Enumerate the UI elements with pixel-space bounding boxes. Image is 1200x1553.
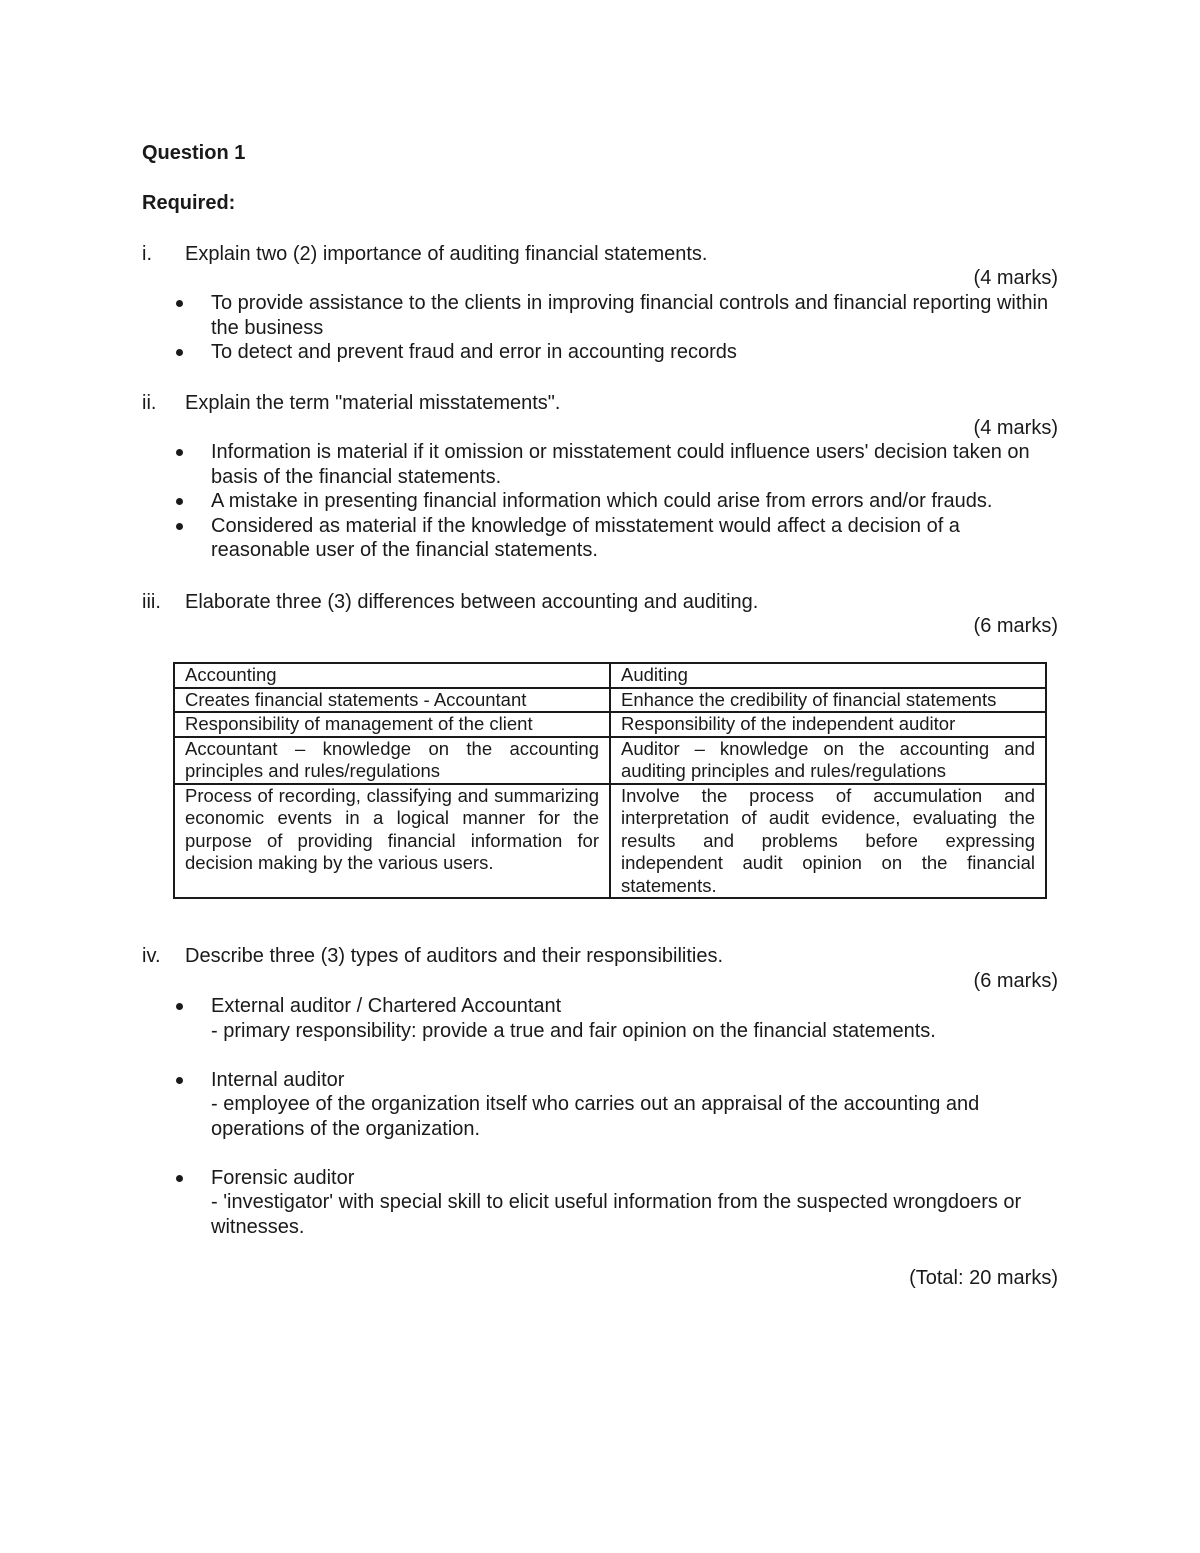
table-row xyxy=(174,688,1046,713)
marks-label: (6 marks) xyxy=(973,615,1058,637)
auditor-types-list xyxy=(174,994,1059,1264)
question-title: Question 1 xyxy=(142,142,246,164)
table-cell: Responsibility of management of the client xyxy=(174,712,610,737)
auditor-type-name: Internal auditor xyxy=(211,1068,345,1091)
list-item: To detect and prevent fraud and error in accounting records xyxy=(174,340,1059,365)
total-marks: (Total: 20 marks) xyxy=(909,1267,1058,1289)
list-item: To provide assistance to the clients in improving financial controls and financial reporting within the business xyxy=(174,291,1059,340)
marks-label: (4 marks) xyxy=(973,267,1058,289)
list-item xyxy=(174,1068,1059,1142)
table-cell: Involve the process of accumulation and interpretation of audit evidence, evaluating the results and problems before expressing independent audit opinion on the financial statements. xyxy=(610,784,1046,899)
table-row xyxy=(174,663,1046,688)
auditor-type-description: - primary responsibility: provide a true and fair opinion on the financial statements. xyxy=(211,1019,936,1042)
table-row xyxy=(174,712,1046,737)
part-prompt: Explain two (2) importance of auditing financial statements. xyxy=(185,243,708,265)
part-number: iv. xyxy=(142,945,161,967)
table-cell: Auditing xyxy=(610,663,1046,688)
table-cell: Process of recording, classifying and summarizing economic events in a logical manner for the purpose of providing financial information for decision making by the various users. xyxy=(174,784,610,899)
table-cell: Creates financial statements - Accountant xyxy=(174,688,610,713)
list-item: Information is material if it omission or misstatement could influence users' decision taken on basis of the financial statements. xyxy=(174,440,1059,489)
table-row xyxy=(174,784,1046,899)
part-number: iii. xyxy=(142,591,161,613)
list-item xyxy=(174,994,1059,1043)
differences-table xyxy=(173,662,1047,899)
auditor-type-description: - 'investigator' with special skill to elicit useful information from the suspected wrongdoers or witnesses. xyxy=(211,1191,1022,1238)
list-item xyxy=(174,1166,1059,1240)
list-item: Considered as material if the knowledge of misstatement would affect a decision of a reasonable user of the financial statements. xyxy=(174,514,1059,563)
part-number: ii. xyxy=(142,392,157,414)
bullet-list xyxy=(174,440,1059,563)
table-cell: Enhance the credibility of financial statements xyxy=(610,688,1046,713)
table-cell: Accounting xyxy=(174,663,610,688)
part-prompt: Describe three (3) types of auditors and their responsibilities. xyxy=(185,945,724,967)
marks-label: (6 marks) xyxy=(973,970,1058,992)
marks-label: (4 marks) xyxy=(973,417,1058,439)
auditor-type-name: Forensic auditor xyxy=(211,1166,355,1189)
table-row xyxy=(174,737,1046,784)
table-cell: Responsibility of the independent auditor xyxy=(610,712,1046,737)
part-prompt: Elaborate three (3) differences between accounting and auditing. xyxy=(185,591,759,613)
table-cell: Accountant – knowledge on the accounting principles and rules/regulations xyxy=(174,737,610,784)
table-cell: Auditor – knowledge on the accounting and auditing principles and rules/regulations xyxy=(610,737,1046,784)
auditor-type-name: External auditor / Chartered Accountant xyxy=(211,995,562,1017)
part-number: i. xyxy=(142,243,152,265)
part-prompt: Explain the term "material misstatements". xyxy=(185,392,561,414)
list-item: A mistake in presenting financial information which could arise from errors and/or frauds. xyxy=(174,489,1059,514)
bullet-list xyxy=(174,291,1059,365)
required-heading: Required: xyxy=(142,192,236,214)
auditor-type-description: - employee of the organization itself who carries out an appraisal of the accounting and operations of the organization. xyxy=(211,1093,980,1140)
